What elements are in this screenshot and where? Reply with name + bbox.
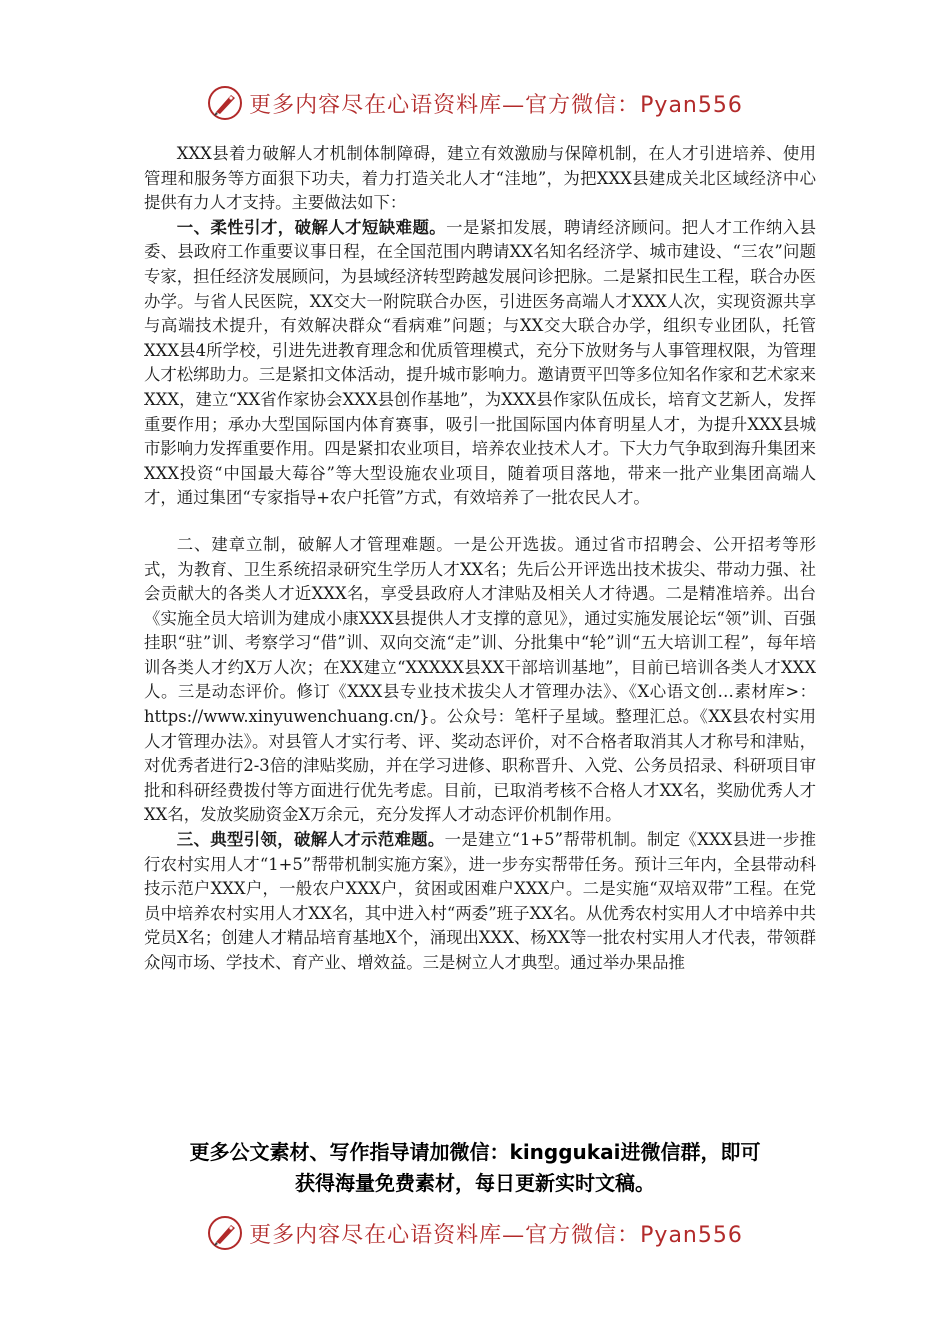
footer-watermark	[0, 1210, 950, 1256]
pen-nib-logo-icon	[207, 85, 243, 121]
watermark-text: 更多内容尽在心语资料库—官方微信：Pyan556	[249, 1222, 743, 1248]
intro-paragraph: XXX县着力破解人才机制体制障碍，建立有效激励与保障机制，在人才引进培养、使用管理和服务等方面狠下功夫，着力打造关北人才“洼地”，为把XXX县建成关北区域经济中心提供有力人才支持。主要做法如下：	[144, 144, 816, 213]
watermark-wechat-id: Pyan556	[640, 1222, 743, 1248]
section-3-heading: 三、典型引领，破解人才示范难题。	[176, 830, 445, 850]
section-1-heading: 一、柔性引才，破解人才短缺难题。	[176, 217, 447, 237]
header-watermark	[0, 80, 950, 126]
section-3-paragraph	[144, 828, 816, 976]
pen-nib-logo-icon	[207, 1215, 243, 1251]
promo-line-2: 获得海量免费素材，每日更新实时文稿。	[295, 1171, 655, 1195]
promo-line-1: 更多公文素材、写作指导请加微信：kinggukai进微信群，即可	[189, 1140, 761, 1164]
watermark-wechat-id: Pyan556	[640, 92, 743, 118]
promo-notice	[0, 1137, 950, 1199]
watermark-text: 更多内容尽在心语资料库—官方微信：Pyan556	[249, 92, 743, 118]
section-3-body: 一是建立“1+5”帮带机制。制定《XXX县进一步推行农村实用人才“1+5”帮带机制实施方案》，进一步夯实帮带任务。预计三年内，全县带动科技示范户XXX户，一般农户XXX户，贫困或困难户XXX户。二是实施“双培双带”工程。在党员中培养农村实用人才XX名，其中进入村“两委”班子XX名。从优秀农村实用人才中培养中共党员X名；创建人才精品培育基地X个，涌现出XXX、杨XX等一批农村实用人才代表，带领群众闯市场、学技术、育产业、增效益。三是树立人才典型。通过举办果品推	[144, 830, 816, 972]
section-2-paragraph: 二、建章立制，破解人才管理难题。一是公开选拔。通过省市招聘会、公开招考等形式，为教育、卫生系统招录研究生学历人才XX名；先后公开评选出技术拔尖、带动力强、社会贡献大的各类人才近XXX名，享受县政府人才津贴及相关人才待遇。二是精准培养。出台《实施全员大培训为建成小康XXX县提供人才支撑的意见》，通过实施发展论坛“领”训、百强挂职“驻”训、考察学习“借”训、双向交流“走”训、分批集中“轮”训“五大培训工程”，每年培训各类人才约X万人次；在XX建立“XXXXX县XX干部培训基地”，目前已培训各类人才XXX人。三是动态评价。修订《XXX县专业技术拔尖人才管理办法》、《X心语文创…素材库>：https://www.xinyuwenchuang.cn/}。公众号：笔杆子星域。整理汇总。《XX县农村实用人才管理办法》。对县管人才实行考、评、奖动态评价，对不合格者取消其人才称号和津贴，对优秀者进行2-3倍的津贴奖励，并在学习进修、职称晋升、入党、公务员招录、科研项目审批和科研经费拨付等方面进行优先考虑。目前，已取消考核不合格人才XX名，奖励优秀人才XX名，发放奖励资金X万余元，充分发挥人才动态评价机制作用。	[144, 534, 816, 825]
section-1-paragraph	[144, 216, 816, 511]
article-body	[144, 142, 816, 976]
section-1-body: 一是紧扣发展，聘请经济顾问。把人才工作纳入县委、县政府工作重要议事日程，在全国范围内聘请XX名知名经济学、城市建设、“三农”问题专家，担任经济发展顾问，为县域经济转型跨越发展问诊把脉。二是紧扣民生工程，联合办医办学。与省人民医院，XX交大一附院联合办医，引进医务高端人才XXX人次，实现资源共享与高端技术提升，有效解决群众“看病难”问题；与XX交大联合办学，组织专业团队，托管XXX县4所学校，引进先进教育理念和优质管理模式，充分下放财务与人事管理权限，为管理人才松绑助力。三是紧扣文体活动，提升城市影响力。邀请贾平凹等多位知名作家和艺术家来XXX，建立“XX省作家协会XXX县创作基地”，为XXX县作家队伍成长，培育文艺新人，发挥重要作用；承办大型国际国内体育赛事，吸引一批国际国内体育明星人才，为提升XXX县城市影响力发挥重要作用。四是紧扣农业项目，培养农业技术人才。下大力气争取到海升集团来XXX投资“中国最大莓谷”等大型设施农业项目，随着项目落地，带来一批产业集团高端人才，通过集团“专家指导+农户托管”方式，有效培养了一批农民人才。	[144, 217, 817, 508]
